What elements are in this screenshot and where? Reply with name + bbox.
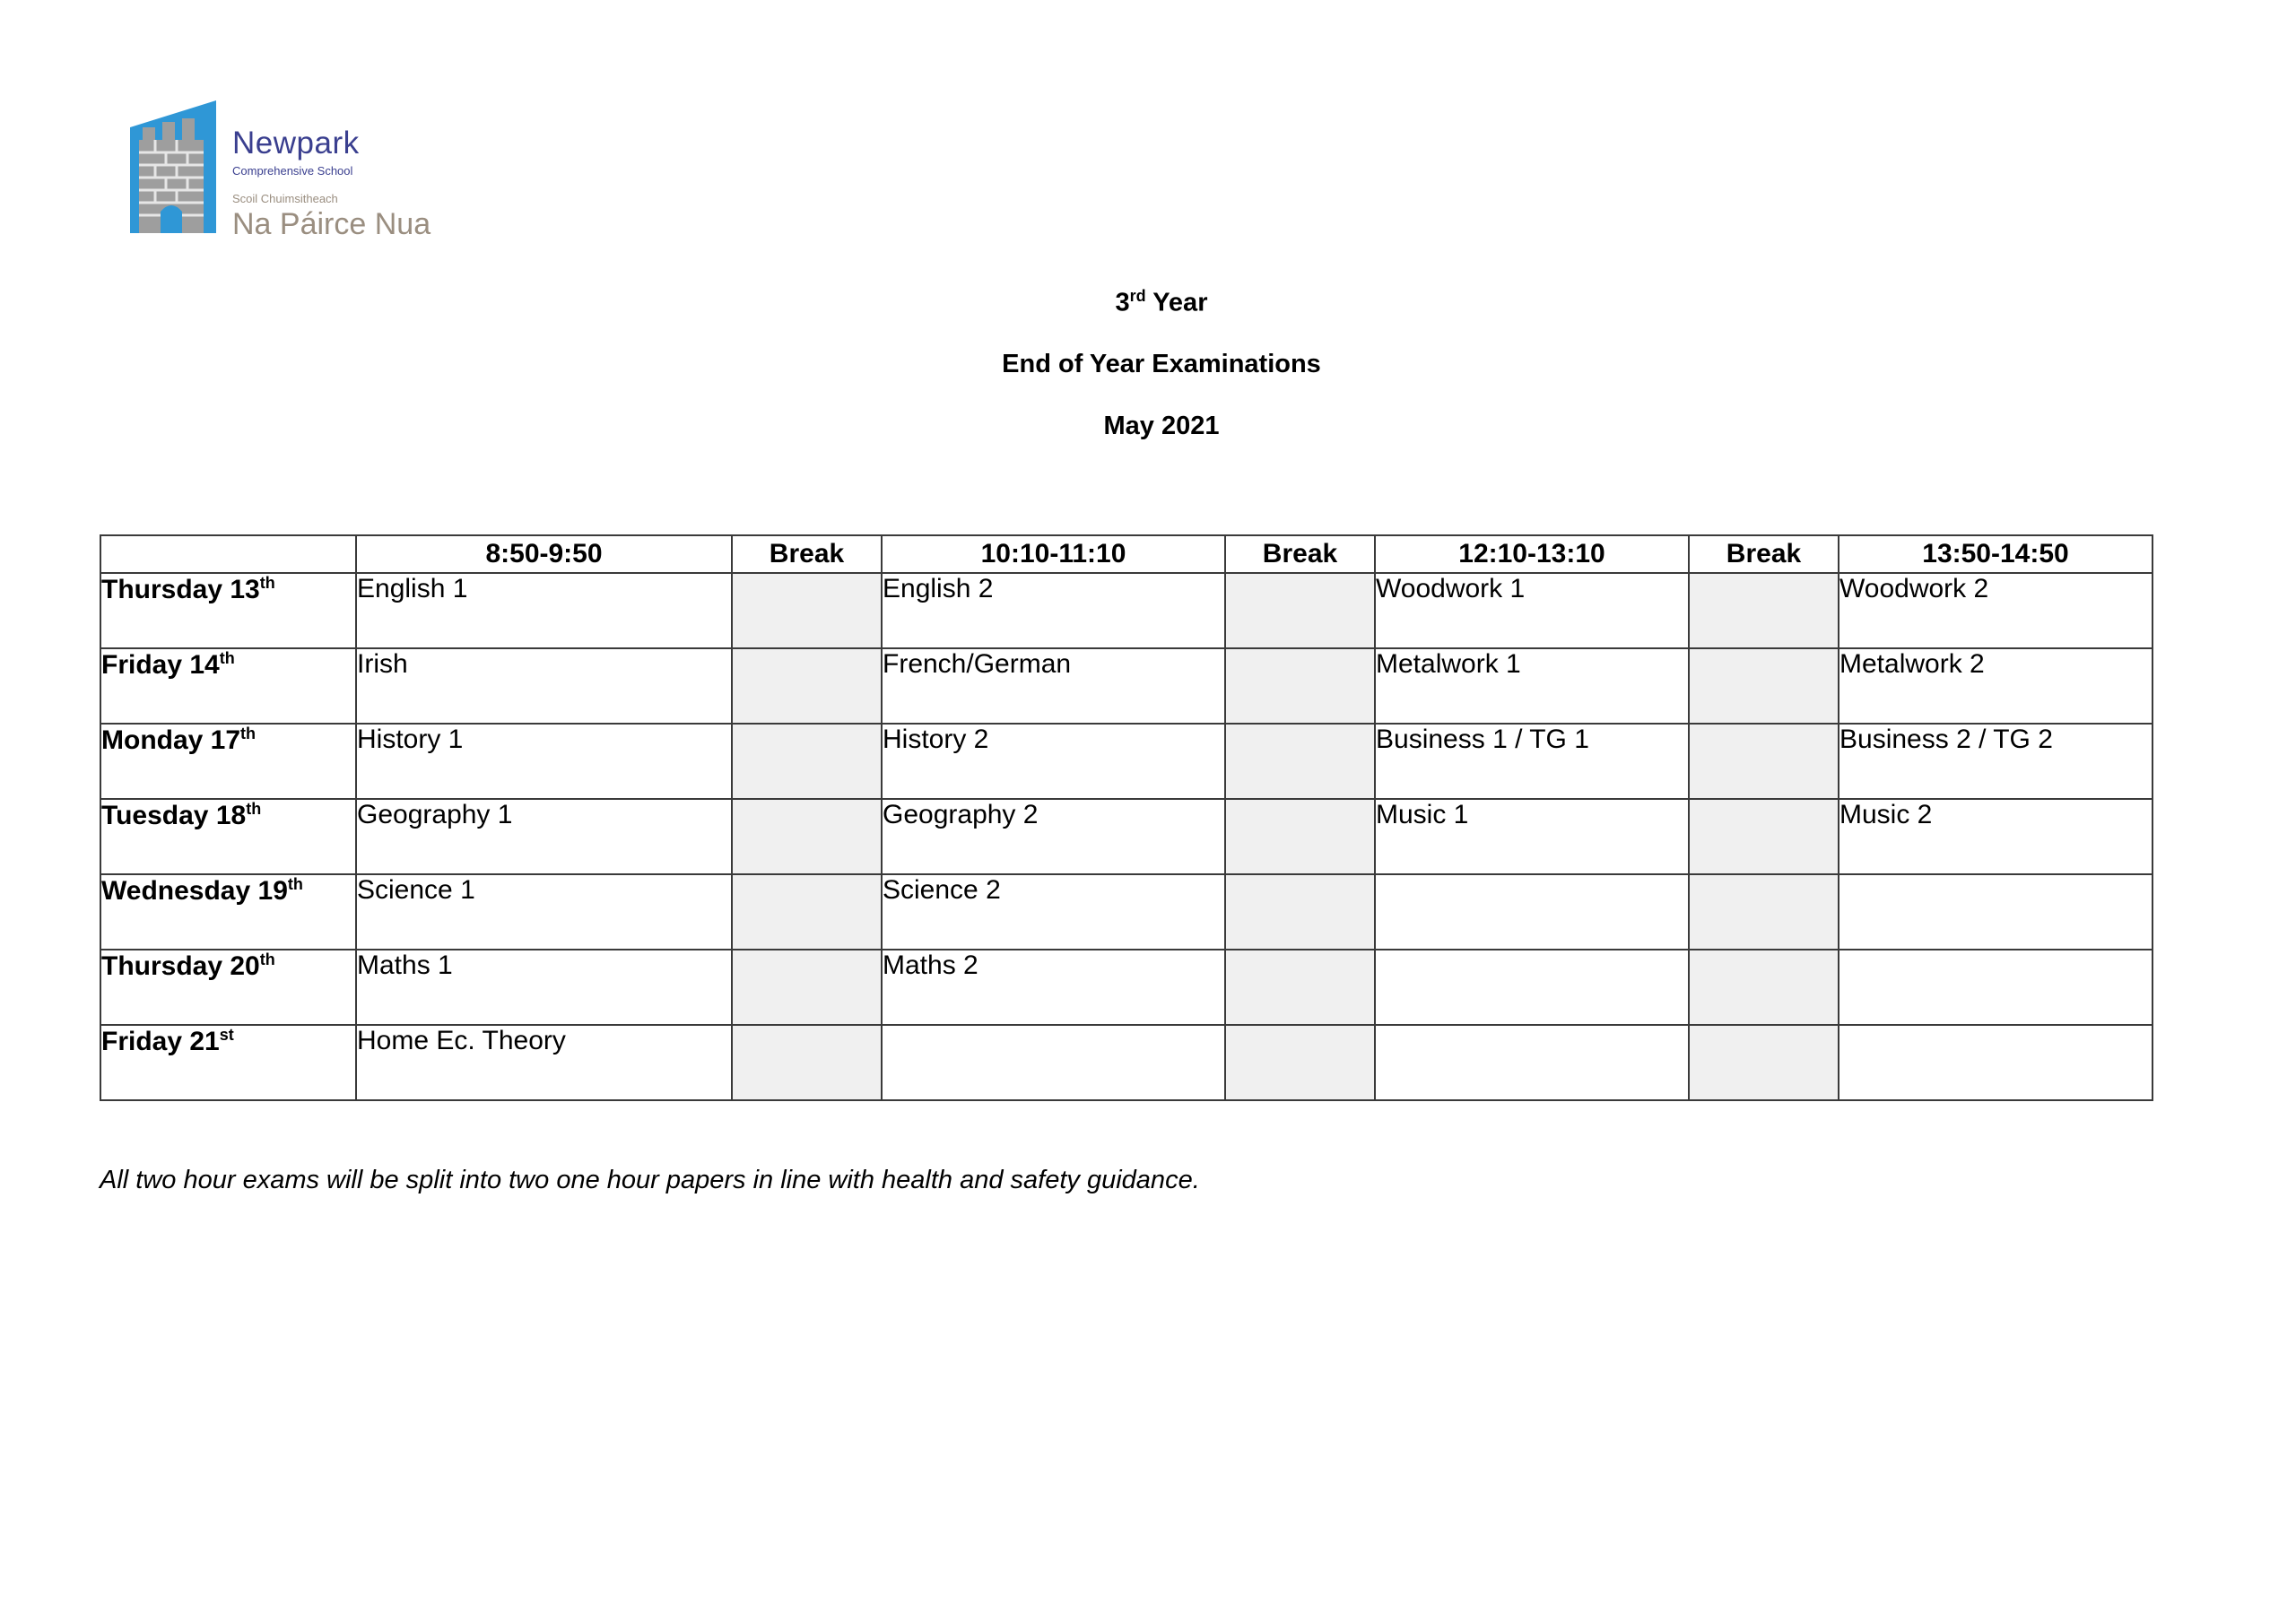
break-cell bbox=[1225, 724, 1375, 799]
day-suffix: th bbox=[259, 574, 275, 592]
table-row bbox=[100, 950, 2152, 1025]
document-title: End of Year Examinations bbox=[1002, 350, 1321, 378]
day-label: Thursday 13 bbox=[101, 575, 260, 604]
exam-cell: Business 1 / TG 1 bbox=[1375, 724, 1689, 799]
exam-cell: Home Ec. Theory bbox=[356, 1025, 732, 1100]
day-label: Monday 17 bbox=[101, 725, 241, 755]
logo-irish-subtitle: Scoil Chuimsitheach bbox=[232, 192, 338, 205]
header-cell-break: Break bbox=[1225, 535, 1375, 573]
exam-cell: Maths 2 bbox=[882, 950, 1225, 1025]
year-heading bbox=[0, 287, 2296, 318]
break-cell bbox=[1689, 950, 1839, 1025]
day-suffix: st bbox=[219, 1026, 234, 1044]
exam-cell: Music 1 bbox=[1375, 799, 1689, 874]
break-cell bbox=[1225, 874, 1375, 950]
year-number: 3 bbox=[1115, 288, 1130, 317]
day-label: Friday 14 bbox=[101, 650, 220, 680]
break-cell bbox=[732, 1025, 882, 1100]
exam-cell: English 1 bbox=[356, 573, 732, 648]
break-cell bbox=[1689, 1025, 1839, 1100]
day-label: Tuesday 18 bbox=[101, 801, 247, 830]
exam-cell: Business 2 / TG 2 bbox=[1839, 724, 2152, 799]
day-cell bbox=[100, 950, 356, 1025]
exam-cell: Science 2 bbox=[882, 874, 1225, 950]
exam-cell: History 2 bbox=[882, 724, 1225, 799]
table-row bbox=[100, 1025, 2152, 1100]
break-cell bbox=[1225, 573, 1375, 648]
break-cell bbox=[732, 648, 882, 724]
exam-cell: History 1 bbox=[356, 724, 732, 799]
exam-cell bbox=[1839, 950, 2152, 1025]
exam-cell bbox=[882, 1025, 1225, 1100]
header-cell-slot3: 12:10-13:10 bbox=[1375, 535, 1689, 573]
day-cell bbox=[100, 799, 356, 874]
day-cell bbox=[100, 724, 356, 799]
break-cell bbox=[1225, 950, 1375, 1025]
break-cell bbox=[732, 724, 882, 799]
break-cell bbox=[1225, 1025, 1375, 1100]
exam-cell bbox=[1839, 874, 2152, 950]
break-cell bbox=[1225, 648, 1375, 724]
day-suffix: th bbox=[219, 649, 235, 667]
exam-cell: Geography 1 bbox=[356, 799, 732, 874]
day-suffix: th bbox=[259, 950, 275, 968]
school-logo bbox=[130, 100, 430, 239]
table-row bbox=[100, 874, 2152, 950]
day-label: Friday 21 bbox=[101, 1027, 220, 1056]
table-row bbox=[100, 799, 2152, 874]
break-cell bbox=[732, 950, 882, 1025]
exam-cell bbox=[1375, 874, 1689, 950]
logo-subtitle: Comprehensive School bbox=[232, 164, 353, 178]
exam-cell: Geography 2 bbox=[882, 799, 1225, 874]
day-cell bbox=[100, 874, 356, 950]
exam-cell bbox=[1839, 1025, 2152, 1100]
tower-icon bbox=[130, 100, 216, 233]
day-cell bbox=[100, 573, 356, 648]
header-cell-day bbox=[100, 535, 356, 573]
exam-cell: English 2 bbox=[882, 573, 1225, 648]
break-cell bbox=[732, 799, 882, 874]
logo-irish-name: Na Páirce Nua bbox=[232, 207, 431, 241]
break-cell bbox=[732, 874, 882, 950]
logo-text bbox=[232, 127, 430, 239]
exam-cell bbox=[1375, 950, 1689, 1025]
exam-cell: French/German bbox=[882, 648, 1225, 724]
table-row bbox=[100, 648, 2152, 724]
header-cell-break: Break bbox=[732, 535, 882, 573]
header-cell-slot2: 10:10-11:10 bbox=[882, 535, 1225, 573]
break-cell bbox=[1689, 799, 1839, 874]
break-cell bbox=[1689, 874, 1839, 950]
health-safety-note: All two hour exams will be split into two one hour papers in line with health and safety guidance. bbox=[100, 1166, 1200, 1194]
table-row bbox=[100, 573, 2152, 648]
day-label: Wednesday 19 bbox=[101, 876, 288, 906]
day-label: Thursday 20 bbox=[101, 951, 260, 981]
exam-timetable bbox=[100, 534, 2153, 1101]
exam-cell bbox=[1375, 1025, 1689, 1100]
break-cell bbox=[1225, 799, 1375, 874]
year-suffix: rd bbox=[1129, 287, 1146, 305]
exam-cell: Irish bbox=[356, 648, 732, 724]
exam-cell: Woodwork 2 bbox=[1839, 573, 2152, 648]
day-suffix: th bbox=[240, 725, 257, 742]
exam-cell: Metalwork 2 bbox=[1839, 648, 2152, 724]
logo-name: Newpark bbox=[232, 126, 360, 161]
exam-cell: Science 1 bbox=[356, 874, 732, 950]
exam-cell: Woodwork 1 bbox=[1375, 573, 1689, 648]
exam-cell: Music 2 bbox=[1839, 799, 2152, 874]
exam-cell: Maths 1 bbox=[356, 950, 732, 1025]
header-cell-slot1: 8:50-9:50 bbox=[356, 535, 732, 573]
table-row bbox=[100, 724, 2152, 799]
header-cell-break: Break bbox=[1689, 535, 1839, 573]
exam-cell: Metalwork 1 bbox=[1375, 648, 1689, 724]
break-cell bbox=[1689, 724, 1839, 799]
day-cell bbox=[100, 648, 356, 724]
break-cell bbox=[1689, 648, 1839, 724]
header-cell-slot4: 13:50-14:50 bbox=[1839, 535, 2152, 573]
header-row bbox=[100, 535, 2152, 573]
day-suffix: th bbox=[287, 875, 303, 893]
document-date: May 2021 bbox=[1103, 412, 1220, 440]
break-cell bbox=[732, 573, 882, 648]
break-cell bbox=[1689, 573, 1839, 648]
year-word: Year bbox=[1145, 288, 1208, 317]
day-suffix: th bbox=[246, 800, 262, 818]
day-cell bbox=[100, 1025, 356, 1100]
